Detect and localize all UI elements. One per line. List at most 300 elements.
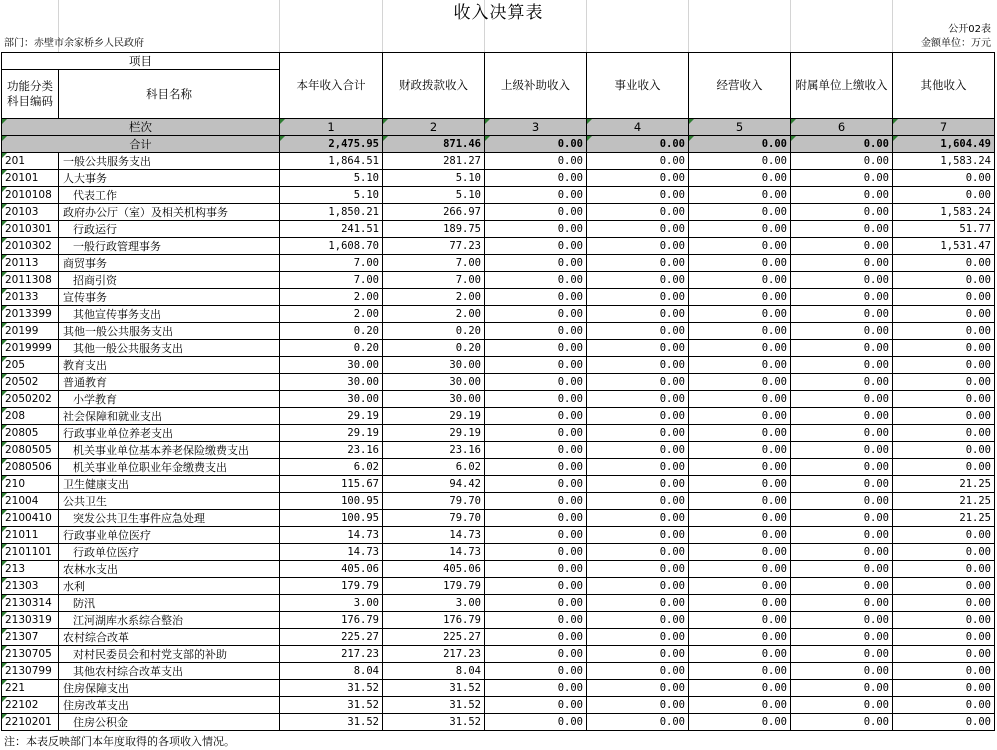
row-name: 行政单位医疗 (59, 544, 280, 561)
row-value: 23.16 (280, 442, 383, 459)
row-value: 94.42 (383, 476, 485, 493)
row-name: 一般行政管理事务 (59, 238, 280, 255)
row-value: 8.04 (383, 663, 485, 680)
row-value: 217.23 (280, 646, 383, 663)
row-value: 6.02 (280, 459, 383, 476)
row-value: 0.00 (893, 408, 995, 425)
row-value: 0.00 (791, 153, 893, 170)
table-row (2, 374, 995, 391)
row-code: 21011 (2, 527, 59, 544)
row-name: 普通教育 (59, 374, 280, 391)
row-value: 21.25 (893, 493, 995, 510)
row-value: 0.00 (485, 170, 587, 187)
row-value: 31.52 (280, 714, 383, 731)
row-code: 205 (2, 357, 59, 374)
row-name: 招商引资 (59, 272, 280, 289)
row-value: 0.00 (791, 561, 893, 578)
row-value: 0.00 (791, 476, 893, 493)
row-code: 2010301 (2, 221, 59, 238)
row-value: 0.00 (689, 510, 791, 527)
row-name: 人大事务 (59, 170, 280, 187)
table-row (2, 255, 995, 272)
row-value: 0.00 (689, 680, 791, 697)
table-row (2, 595, 995, 612)
row-value: 0.00 (893, 170, 995, 187)
row-value: 176.79 (280, 612, 383, 629)
row-value: 176.79 (383, 612, 485, 629)
header-col-5: 经营收入 (689, 53, 791, 119)
row-value: 0.00 (587, 238, 689, 255)
row-value: 0.20 (280, 340, 383, 357)
row-value: 0.00 (485, 408, 587, 425)
table-row (2, 663, 995, 680)
row-value: 0.00 (791, 510, 893, 527)
row-value: 0.00 (893, 680, 995, 697)
row-value: 0.00 (485, 391, 587, 408)
row-value: 0.00 (689, 493, 791, 510)
row-value: 0.00 (689, 612, 791, 629)
row-value: 0.00 (485, 340, 587, 357)
unit-label: 金额单位：万元 (921, 38, 991, 49)
row-value: 0.00 (689, 221, 791, 238)
col-number-4: 4 (587, 119, 689, 136)
row-value: 0.00 (791, 187, 893, 204)
row-value: 0.00 (587, 714, 689, 731)
row-value: 100.95 (280, 510, 383, 527)
row-value: 0.00 (485, 697, 587, 714)
footnote: 注：本表反映部门本年度取得的各项收入情况。 (4, 735, 235, 748)
row-value: 0.00 (485, 629, 587, 646)
row-value: 0.00 (791, 340, 893, 357)
row-value: 0.00 (587, 357, 689, 374)
table-row (2, 680, 995, 697)
row-value: 77.23 (383, 238, 485, 255)
row-value: 0.00 (791, 374, 893, 391)
row-value: 31.52 (383, 714, 485, 731)
row-value: 0.00 (587, 612, 689, 629)
row-value: 3.00 (383, 595, 485, 612)
row-value: 0.00 (893, 187, 995, 204)
row-value: 0.00 (689, 697, 791, 714)
row-value: 2.00 (383, 306, 485, 323)
row-value: 0.00 (587, 697, 689, 714)
row-code: 2130705 (2, 646, 59, 663)
table-row (2, 612, 995, 629)
total-value: 0.00 (485, 136, 587, 153)
row-value: 0.00 (587, 289, 689, 306)
row-name: 小学教育 (59, 391, 280, 408)
row-name: 商贸事务 (59, 255, 280, 272)
row-value: 0.00 (689, 272, 791, 289)
table-row (2, 408, 995, 425)
row-value: 14.73 (280, 527, 383, 544)
row-value: 6.02 (383, 459, 485, 476)
row-name: 政府办公厅（室）及相关机构事务 (59, 204, 280, 221)
row-value: 0.00 (587, 425, 689, 442)
row-code: 20101 (2, 170, 59, 187)
row-value: 0.00 (689, 663, 791, 680)
row-value: 0.00 (791, 663, 893, 680)
row-value: 0.00 (587, 272, 689, 289)
row-value: 0.00 (689, 527, 791, 544)
row-value: 0.00 (791, 391, 893, 408)
row-code: 2130319 (2, 612, 59, 629)
row-value: 0.00 (689, 357, 791, 374)
total-value: 1,604.49 (893, 136, 995, 153)
row-name: 行政事业单位养老支出 (59, 425, 280, 442)
row-value: 0.00 (791, 646, 893, 663)
row-value: 0.00 (893, 629, 995, 646)
row-value: 0.00 (893, 459, 995, 476)
row-value: 0.00 (893, 578, 995, 595)
row-code: 20133 (2, 289, 59, 306)
row-value: 0.00 (791, 493, 893, 510)
row-name: 公共卫生 (59, 493, 280, 510)
row-value: 31.52 (280, 680, 383, 697)
row-value: 0.00 (893, 612, 995, 629)
row-value: 0.00 (587, 459, 689, 476)
department-label: 部门：赤壁市余家桥乡人民政府 (4, 38, 144, 49)
row-value: 217.23 (383, 646, 485, 663)
table-row (2, 459, 995, 476)
row-value: 21.25 (893, 476, 995, 493)
row-value: 0.00 (893, 289, 995, 306)
row-value: 0.00 (791, 442, 893, 459)
row-value: 0.00 (791, 323, 893, 340)
row-code: 2080505 (2, 442, 59, 459)
table-row (2, 323, 995, 340)
row-name: 突发公共卫生事件应急处理 (59, 510, 280, 527)
table-row (2, 221, 995, 238)
row-value: 0.00 (485, 153, 587, 170)
row-value: 21.25 (893, 510, 995, 527)
row-code: 20113 (2, 255, 59, 272)
row-value: 0.00 (689, 425, 791, 442)
row-value: 0.00 (689, 374, 791, 391)
row-value: 79.70 (383, 510, 485, 527)
row-value: 0.00 (587, 255, 689, 272)
row-value: 0.00 (485, 510, 587, 527)
header-col-6: 附属单位上缴收入 (791, 53, 893, 119)
col-number-2: 2 (383, 119, 485, 136)
header-col-3: 上级补助收入 (485, 53, 587, 119)
row-value: 0.00 (485, 544, 587, 561)
row-value: 0.00 (791, 425, 893, 442)
row-value: 7.00 (280, 272, 383, 289)
row-value: 0.00 (689, 153, 791, 170)
row-code: 208 (2, 408, 59, 425)
row-value: 0.00 (791, 714, 893, 731)
row-value: 225.27 (280, 629, 383, 646)
row-value: 30.00 (280, 374, 383, 391)
table-row (2, 527, 995, 544)
row-value: 0.20 (383, 323, 485, 340)
row-code: 2130799 (2, 663, 59, 680)
table-row (2, 357, 995, 374)
row-value: 29.19 (383, 408, 485, 425)
row-value: 0.00 (689, 306, 791, 323)
row-value: 0.00 (485, 680, 587, 697)
total-value: 2,475.95 (280, 136, 383, 153)
row-value: 0.00 (791, 289, 893, 306)
row-value: 0.00 (689, 289, 791, 306)
row-value: 405.06 (280, 561, 383, 578)
table-row (2, 391, 995, 408)
row-code: 2010302 (2, 238, 59, 255)
row-value: 179.79 (280, 578, 383, 595)
row-value: 0.00 (893, 561, 995, 578)
header-code: 功能分类科目编码 (2, 70, 59, 119)
table-row (2, 204, 995, 221)
row-name: 住房公积金 (59, 714, 280, 731)
row-code: 2130314 (2, 595, 59, 612)
row-value: 0.00 (689, 544, 791, 561)
row-name: 行政事业单位医疗 (59, 527, 280, 544)
row-code: 2010108 (2, 187, 59, 204)
row-value: 30.00 (280, 357, 383, 374)
row-value: 0.00 (791, 527, 893, 544)
row-value: 31.52 (383, 680, 485, 697)
row-code: 20805 (2, 425, 59, 442)
row-value: 0.00 (689, 204, 791, 221)
row-value: 0.20 (383, 340, 485, 357)
row-value: 0.00 (689, 578, 791, 595)
row-value: 79.70 (383, 493, 485, 510)
row-value: 1,608.70 (280, 238, 383, 255)
row-name: 教育支出 (59, 357, 280, 374)
row-value: 0.00 (587, 578, 689, 595)
table-row (2, 153, 995, 170)
row-value: 0.00 (485, 595, 587, 612)
row-value: 7.00 (280, 255, 383, 272)
row-value: 0.00 (587, 340, 689, 357)
row-value: 7.00 (383, 255, 485, 272)
row-value: 0.00 (791, 578, 893, 595)
row-value: 0.00 (485, 663, 587, 680)
row-value: 0.00 (689, 408, 791, 425)
row-value: 0.00 (893, 425, 995, 442)
header-lanci: 栏次 (2, 119, 280, 136)
row-code: 2013399 (2, 306, 59, 323)
row-value: 0.00 (485, 221, 587, 238)
row-value: 0.00 (791, 612, 893, 629)
row-value: 0.00 (587, 374, 689, 391)
row-name: 机关事业单位职业年金缴费支出 (59, 459, 280, 476)
page-title: 收入决算表 (453, 3, 544, 23)
col-number-5: 5 (689, 119, 791, 136)
row-value: 51.77 (893, 221, 995, 238)
row-value: 0.00 (791, 255, 893, 272)
row-value: 0.00 (791, 272, 893, 289)
table-row (2, 238, 995, 255)
row-code: 2100410 (2, 510, 59, 527)
row-value: 0.00 (689, 476, 791, 493)
total-value: 0.00 (587, 136, 689, 153)
row-code: 21303 (2, 578, 59, 595)
row-value: 1,850.21 (280, 204, 383, 221)
header-project: 项目 (2, 53, 280, 70)
row-value: 31.52 (383, 697, 485, 714)
table-row (2, 510, 995, 527)
row-value: 0.00 (689, 170, 791, 187)
row-value: 0.00 (587, 493, 689, 510)
row-value: 0.00 (893, 595, 995, 612)
row-name: 水利 (59, 578, 280, 595)
row-value: 0.00 (485, 272, 587, 289)
row-value: 30.00 (383, 357, 485, 374)
total-label: 合计 (2, 136, 280, 153)
table-row (2, 697, 995, 714)
row-value: 1,583.24 (893, 204, 995, 221)
row-name: 机关事业单位基本养老保险缴费支出 (59, 442, 280, 459)
row-value: 0.00 (689, 238, 791, 255)
row-value: 0.00 (587, 476, 689, 493)
row-name: 一般公共服务支出 (59, 153, 280, 170)
row-name: 代表工作 (59, 187, 280, 204)
row-value: 30.00 (383, 374, 485, 391)
row-value: 0.00 (485, 493, 587, 510)
row-code: 213 (2, 561, 59, 578)
table-row (2, 578, 995, 595)
row-value: 0.00 (689, 442, 791, 459)
row-value: 0.00 (893, 646, 995, 663)
row-code: 210 (2, 476, 59, 493)
row-value: 0.00 (791, 595, 893, 612)
row-value: 0.00 (587, 391, 689, 408)
table-row (2, 272, 995, 289)
row-value: 0.00 (893, 374, 995, 391)
row-value: 0.00 (587, 221, 689, 238)
row-value: 0.00 (689, 255, 791, 272)
table-row (2, 442, 995, 459)
row-value: 29.19 (280, 408, 383, 425)
row-value: 0.00 (587, 442, 689, 459)
table-row (2, 306, 995, 323)
row-value: 5.10 (280, 170, 383, 187)
row-value: 0.00 (587, 204, 689, 221)
row-value: 0.00 (587, 323, 689, 340)
row-name: 其他一般公共服务支出 (59, 323, 280, 340)
row-code: 201 (2, 153, 59, 170)
row-value: 100.95 (280, 493, 383, 510)
row-value: 225.27 (383, 629, 485, 646)
header-name: 科目名称 (59, 70, 280, 119)
row-name: 宣传事务 (59, 289, 280, 306)
row-value: 0.00 (893, 357, 995, 374)
row-value: 0.00 (893, 714, 995, 731)
row-code: 221 (2, 680, 59, 697)
total-value: 871.46 (383, 136, 485, 153)
row-code: 20502 (2, 374, 59, 391)
row-code: 2050202 (2, 391, 59, 408)
row-name: 其他一般公共服务支出 (59, 340, 280, 357)
row-value: 0.00 (485, 357, 587, 374)
table-row (2, 170, 995, 187)
row-value: 1,583.24 (893, 153, 995, 170)
income-table (1, 52, 995, 731)
table-row (2, 425, 995, 442)
row-value: 0.00 (485, 255, 587, 272)
total-value: 0.00 (791, 136, 893, 153)
row-name: 其他农村综合改革支出 (59, 663, 280, 680)
row-value: 0.00 (485, 204, 587, 221)
row-value: 0.00 (893, 663, 995, 680)
row-value: 0.00 (791, 680, 893, 697)
row-name: 江河湖库水系综合整治 (59, 612, 280, 629)
row-value: 7.00 (383, 272, 485, 289)
row-value: 23.16 (383, 442, 485, 459)
row-value: 0.00 (893, 391, 995, 408)
table-row (2, 476, 995, 493)
row-value: 0.00 (893, 527, 995, 544)
row-value: 1,864.51 (280, 153, 383, 170)
row-value: 0.00 (791, 221, 893, 238)
row-value: 31.52 (280, 697, 383, 714)
row-code: 20199 (2, 323, 59, 340)
row-value: 0.00 (485, 306, 587, 323)
row-code: 2011308 (2, 272, 59, 289)
row-value: 0.00 (791, 204, 893, 221)
row-value: 0.00 (587, 663, 689, 680)
row-value: 0.00 (485, 476, 587, 493)
col-number-3: 3 (485, 119, 587, 136)
table-row (2, 340, 995, 357)
row-code: 21307 (2, 629, 59, 646)
row-value: 0.00 (791, 459, 893, 476)
row-value: 8.04 (280, 663, 383, 680)
row-value: 0.00 (689, 595, 791, 612)
row-value: 0.00 (689, 561, 791, 578)
row-value: 0.00 (485, 578, 587, 595)
table-row (2, 714, 995, 731)
row-value: 29.19 (280, 425, 383, 442)
row-name: 卫生健康支出 (59, 476, 280, 493)
row-value: 0.00 (791, 697, 893, 714)
row-value: 179.79 (383, 578, 485, 595)
row-value: 0.00 (893, 442, 995, 459)
row-value: 0.00 (893, 255, 995, 272)
row-value: 0.00 (587, 646, 689, 663)
row-value: 0.00 (485, 289, 587, 306)
row-code: 2101101 (2, 544, 59, 561)
table-row (2, 561, 995, 578)
row-value: 0.00 (485, 459, 587, 476)
row-value: 14.73 (383, 544, 485, 561)
row-code: 20103 (2, 204, 59, 221)
row-value: 5.10 (383, 170, 485, 187)
row-name: 其他宣传事务支出 (59, 306, 280, 323)
row-value: 0.00 (587, 629, 689, 646)
row-name: 防汛 (59, 595, 280, 612)
row-value: 0.00 (689, 714, 791, 731)
row-value: 2.00 (383, 289, 485, 306)
row-value: 0.00 (485, 442, 587, 459)
row-value: 0.00 (485, 323, 587, 340)
row-name: 住房改革支出 (59, 697, 280, 714)
row-value: 0.00 (587, 561, 689, 578)
row-value: 0.00 (689, 187, 791, 204)
table-row (2, 289, 995, 306)
row-value: 0.00 (893, 340, 995, 357)
row-value: 0.00 (587, 408, 689, 425)
row-value: 0.00 (689, 391, 791, 408)
row-value: 266.97 (383, 204, 485, 221)
row-value: 3.00 (280, 595, 383, 612)
table-row (2, 493, 995, 510)
form-number: 公开02表 (948, 24, 991, 35)
row-value: 0.00 (485, 612, 587, 629)
row-name: 住房保障支出 (59, 680, 280, 697)
